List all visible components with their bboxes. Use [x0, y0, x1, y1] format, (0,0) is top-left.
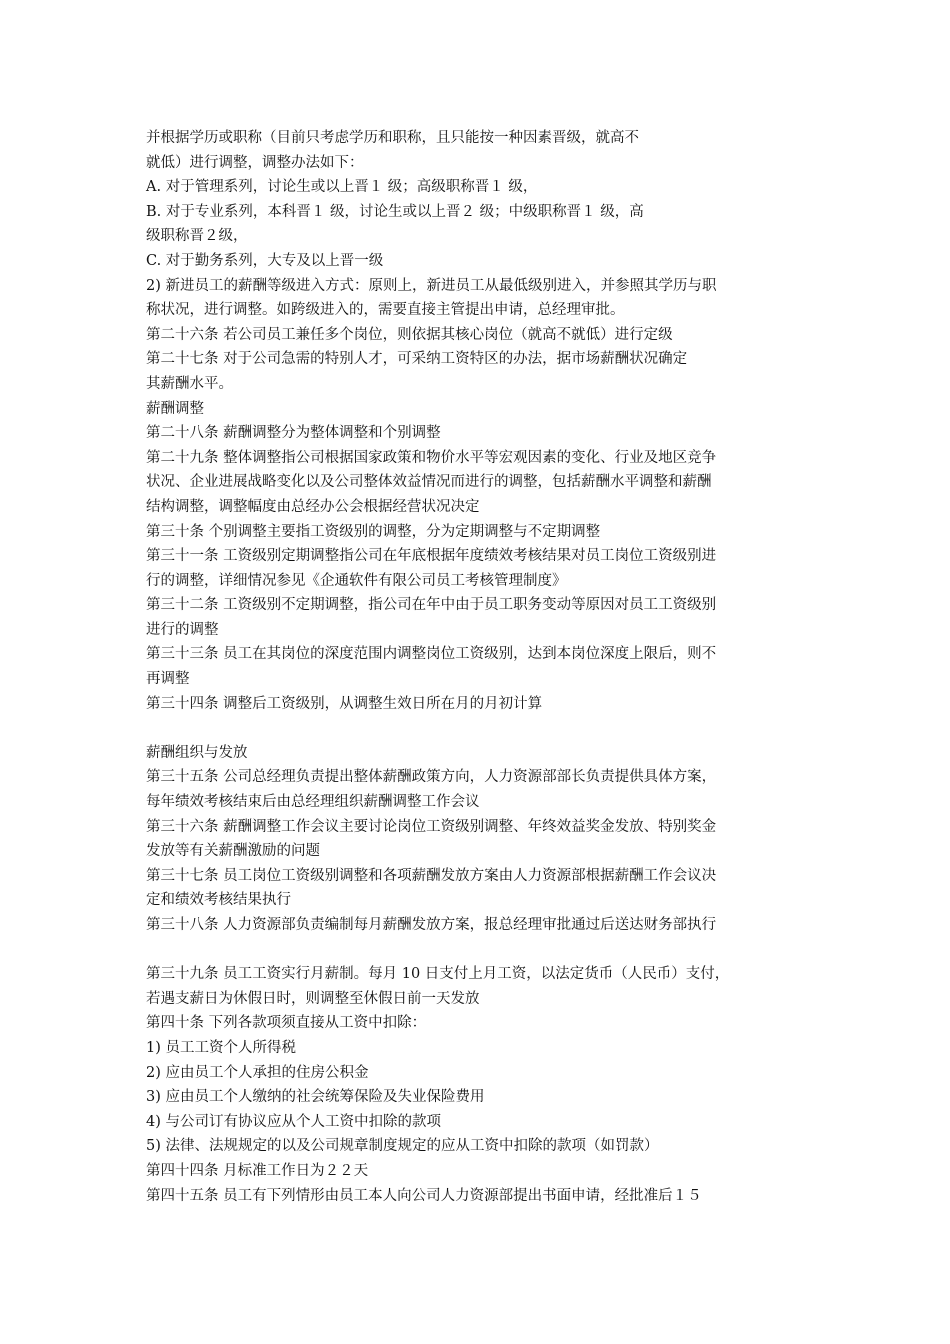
- article-27: 第二十七条 对于公司急需的特别人才，可采纳工资特区的办法，据市场薪酬状况确定: [146, 351, 688, 368]
- text-line: 若遇支薪日为休假日时，则调整至休假日前一天发放: [146, 990, 480, 1007]
- text-line: 每年绩效考核结束后由总经理组织薪酬调整工作会议: [146, 794, 480, 811]
- article-39: 第三十九条 员工工资实行月薪制。每月 10 日支付上月工资，以法定货币（人民币）支付，: [146, 966, 730, 983]
- list-item-a: A. 对于管理系列，讨论生或以上晋１ 级；高级职称晋１ 级，: [146, 179, 538, 196]
- list-item-2: 2) 应由员工个人承担的住房公积金: [146, 1064, 369, 1081]
- list-item-1: 1) 员工工资个人所得税: [146, 1039, 296, 1056]
- list-item-5: 5) 法律、法规规定的以及公司规章制度规定的应从工资中扣除的款项（如罚款）: [146, 1138, 659, 1155]
- blank-line: [146, 716, 826, 741]
- list-item-3: 3) 应由员工个人缴纳的社会统筹保险及失业保险费用: [146, 1089, 485, 1106]
- article-30: 第三十条 个别调整主要指工资级别的调整，分为定期调整与不定期调整: [146, 523, 601, 540]
- text-line: 就低）进行调整，调整办法如下：: [146, 154, 364, 171]
- article-45: 第四十五条 员工有下列情形由员工本人向公司人力资源部提出书面申请，经批准后１５: [146, 1187, 702, 1204]
- article-37: 第三十七条 员工岗位工资级别调整和各项薪酬发放方案由人力资源部根据薪酬工作会议决: [146, 867, 717, 884]
- article-29: 第二十九条 整体调整指公司根据国家政策和物价水平等宏观因素的变化、行业及地区竞争: [146, 449, 717, 466]
- section-heading-salary-organization: 薪酬组织与发放: [146, 744, 248, 761]
- text-line: 再调整: [146, 671, 190, 688]
- text-line: 进行的调整: [146, 621, 219, 638]
- article-34: 第三十四条 调整后工资级别，从调整生效日所在月的月初计算: [146, 695, 543, 712]
- text-line: 发放等有关薪酬激励的问题: [146, 843, 320, 860]
- list-item-4: 4) 与公司订有协议应从个人工资中扣除的款项: [146, 1113, 441, 1130]
- blank-line: [146, 938, 826, 963]
- text-line: 结构调整，调整幅度由总经办公会根据经营状况决定: [146, 498, 480, 515]
- text-line: 级职称晋２级，: [146, 228, 248, 245]
- article-26: 第二十六条 若公司员工兼任多个岗位，则依据其核心岗位（就高不就低）进行定级: [146, 326, 673, 343]
- article-32: 第三十二条 工资级别不定期调整，指公司在年中由于员工职务变动等原因对员工工资级别: [146, 597, 717, 614]
- text-line: 状况、企业进展战略变化以及公司整体效益情况而进行的调整，包括薪酬水平调整和薪酬: [146, 474, 712, 491]
- list-item-b: B. 对于专业系列，本科晋１ 级，讨论生或以上晋２ 级；中级职称晋１ 级，高: [146, 203, 644, 220]
- article-28: 第二十八条 薪酬调整分为整体调整和个别调整: [146, 425, 441, 442]
- article-38: 第三十八条 人力资源部负责编制每月薪酬发放方案，报总经理审批通过后送达财务部执行: [146, 917, 717, 933]
- document-body: [146, 126, 826, 1208]
- section-heading-salary-adjustment: 薪酬调整: [146, 400, 204, 417]
- article-35: 第三十五条 公司总经理负责提出整体薪酬政策方向，人力资源部部长负责提供具体方案，: [146, 769, 717, 786]
- article-44: 第四十四条 月标准工作日为２２天: [146, 1162, 369, 1179]
- text-line: 并根据学历或职称（目前只考虑学历和职称，且只能按一种因素晋级，就高不: [146, 130, 639, 146]
- text-line: 其薪酬水平。: [146, 375, 233, 392]
- text-line: 定和绩效考核结果执行: [146, 892, 291, 909]
- text-line: 2) 新进员工的薪酬等级进入方式：原则上，新进员工从最低级别进入，并参照其学历与职: [146, 277, 717, 294]
- article-40: 第四十条 下列各款项须直接从工资中扣除：: [146, 1015, 427, 1032]
- list-item-c: C. 对于勤务系列，大专及以上晋一级: [146, 252, 384, 269]
- article-36: 第三十六条 薪酬调整工作会议主要讨论岗位工资级别调整、年终效益奖金发放、特别奖金: [146, 818, 717, 835]
- text-line: 称状况，进行调整。如跨级进入的，需要直接主管提出申请，总经理审批。: [146, 302, 625, 319]
- text-line: 行的调整，详细情况参见《企通软件有限公司员工考核管理制度》: [146, 572, 567, 589]
- article-33: 第三十三条 员工在其岗位的深度范围内调整岗位工资级别，达到本岗位深度上限后，则不: [146, 646, 717, 663]
- article-31: 第三十一条 工资级别定期调整指公司在年底根据年度绩效考核结果对员工岗位工资级别进: [146, 548, 717, 565]
